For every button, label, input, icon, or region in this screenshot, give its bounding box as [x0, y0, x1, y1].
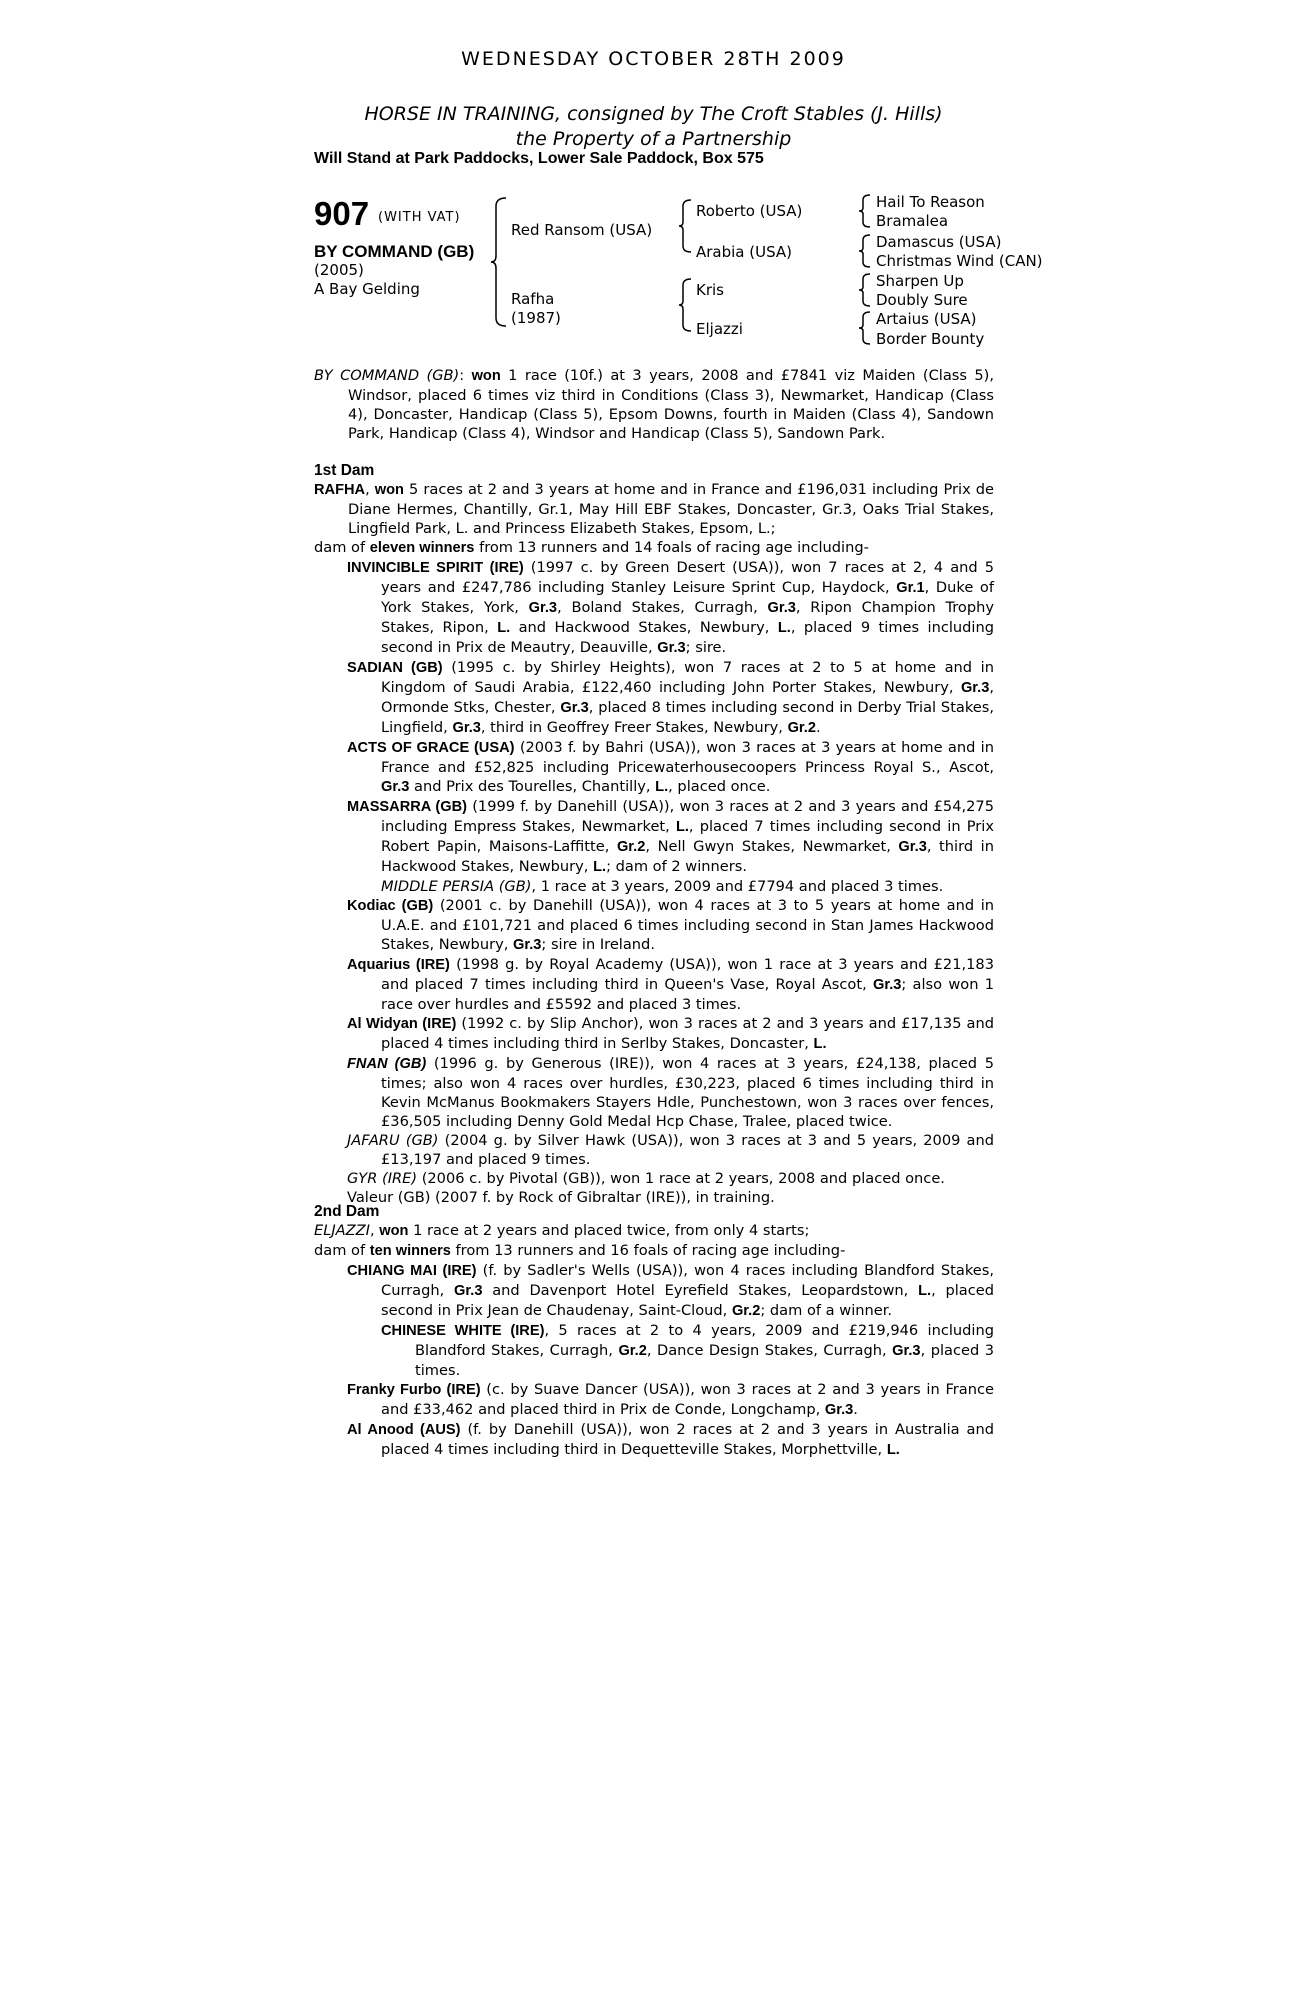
sire-sire: Roberto (USA)	[696, 202, 803, 220]
produce-entry: FNAN (GB) (1996 g. by Generous (IRE)), won 4 races at 3 years, £24,138, placed 5 times; also won 4 races over hurdles, £30,223, placed 6 times including third in Kevin McManus Bookmakers Stayers Hdle, Punchestown, won 3 races over fences, £36,505 including Denny Gold Medal Hcp Chase, Tralee, placed twice.	[347, 1055, 994, 1130]
won-label: won	[374, 482, 404, 498]
consignment-line: HORSE IN TRAINING, consigned by The Croft Stables (J. Hills)	[364, 103, 943, 125]
ancestor: Doubly Sure	[876, 291, 968, 309]
produce-entry: CHIANG MAI (IRE) (f. by Sadler's Wells (USA)), won 4 races including Blandford Stakes, Curragh, Gr.3 and Davenport Hotel Eyrefield Stakes, Leopardstown, L., placed second in Prix Jean de Chaudenay, Saint-Cloud, Gr.2; dam of a winner.	[347, 1262, 994, 1319]
ancestor: Artaius (USA)	[876, 310, 977, 328]
produce-entry: ACTS OF GRACE (USA) (2003 f. by Bahri (USA)), won 3 races at 3 years at home and in France and £52,825 including Pricewaterhousecoopers Princess Royal S., Ascot, Gr.3 and Prix des Tourelles, Chantilly, L., placed once.	[347, 739, 994, 795]
consignment-info	[0, 102, 1307, 152]
record-horse-name: BY COMMAND (GB)	[314, 367, 460, 384]
ancestor: Hail To Reason	[876, 193, 985, 211]
second-dam-heading: 2nd Dam	[314, 1203, 380, 1220]
winners-count: ten winners	[369, 1243, 451, 1259]
pedigree-braces	[490, 196, 510, 328]
ancestor: Border Bounty	[876, 330, 985, 348]
produce-entry: Aquarius (IRE) (1998 g. by Royal Academy (USA)), won 1 race at 3 years and £21,183 and placed 7 times including third in Queen's Vase, Royal Ascot, Gr.3; also won 1 race over hurdles and £5592 and placed 3 times.	[347, 956, 994, 1013]
produce-entry: CHINESE WHITE (IRE), 5 races at 2 to 4 years, 2009 and £219,946 including Blandford Stakes, Curragh, Gr.2, Dance Design Stakes, Curragh, Gr.3, placed 3 times.	[381, 1322, 995, 1379]
ancestor: Damascus (USA)	[876, 233, 1002, 251]
ancestor: Sharpen Up	[876, 272, 964, 290]
dam-year: (1987)	[511, 309, 561, 327]
produce-entry: Valeur (GB) (2007 f. by Rock of Gibraltar (IRE)), in training.	[347, 1189, 775, 1206]
g-brace-4	[858, 310, 872, 346]
dam-of-prefix: dam of	[314, 539, 366, 556]
produce-entry: GYR (IRE) (2006 c. by Pivotal (GB)), won 1 race at 2 years, 2008 and placed once.	[347, 1170, 945, 1187]
produce-entry: INVINCIBLE SPIRIT (IRE) (1997 c. by Green Desert (USA)), won 7 races at 2, 4 and 5 years and £247,786 including Stanley Leisure Sprint Cup, Haydock, Gr.1, Duke of York Stakes, York, Gr.3, Boland Stakes, Curragh, Gr.3, Ripon Champion Trophy Stakes, Ripon, L. and Hackwood Stakes, Newbury, L., placed 9 times including second in Prix de Meautry, Deauville, Gr.3; sire.	[347, 559, 995, 656]
sire-brace	[678, 198, 694, 254]
produce-entry: SADIAN (GB) (1995 c. by Shirley Heights), won 7 races at 2 to 5 at home and in Kingdom of Saudi Arabia, £122,460 including John Porter Stakes, Newbury, Gr.3, Ormonde Stks, Chester, Gr.3, placed 8 times including second in Derby Trial Stakes, Lingfield, Gr.3, third in Geoffrey Freer Stakes, Newbury, Gr.2.	[347, 659, 995, 736]
produce-entry: Franky Furbo (IRE) (c. by Suave Dancer (USA)), won 3 races at 2 and 3 years in France and £33,462 and placed third in Prix de Conde, Longchamp, Gr.3.	[347, 1381, 994, 1418]
foaling-year: (2005)	[314, 261, 364, 279]
ancestor: Christmas Wind (CAN)	[876, 252, 1043, 270]
sire-dam: Arabia (USA)	[696, 243, 793, 261]
dam-sire: Kris	[696, 281, 724, 299]
won-label: won	[471, 368, 501, 384]
race-record: BY COMMAND (GB): won 1 race (10f.) at 3 years, 2008 and £7841 viz Maiden (Class 5), Windsor, placed 6 times viz third in Conditions (Class 3), Newmarket, Handicap (Class 4), Doncaster, Handicap (Class 5), Epsom Downs, fourth in Maiden (Class 4), Sandown Park, Handicap (Class 4), Windsor and Handicap (Class 5), Sandown Park.	[314, 367, 995, 442]
produce-entry: Al Widyan (IRE) (1992 c. by Slip Anchor), won 3 races at 2 and 3 years and £17,135 and placed 4 times including third in Serlby Stakes, Doncaster, L.	[347, 1015, 994, 1052]
dam-of-suffix: from 13 runners and 16 foals of racing age including-	[455, 1242, 846, 1259]
dam-brace	[678, 277, 694, 333]
horse-description: A Bay Gelding	[314, 280, 420, 298]
second-dam-name: ELJAZZI	[314, 1222, 370, 1239]
first-dam-heading: 1st Dam	[314, 462, 375, 479]
dam-of-suffix: from 13 runners and 14 foals of racing age including-	[479, 539, 869, 556]
produce-entry: MASSARRA (GB) (1999 f. by Danehill (USA)), won 3 races at 2 and 3 years and £54,275 including Empress Stakes, Newmarket, L., placed 7 times including second in Prix Robert Papin, Maisons-Laffitte, Gr.2, Nell Gwyn Stakes, Newmarket, Gr.3, third in Hackwood Stakes, Newbury, L.; dam of 2 winners.	[347, 798, 994, 875]
produce-entry: JAFARU (GB) (2004 g. by Silver Hawk (USA)), won 3 races at 3 and 5 years, 2009 and £13,197 and placed 9 times.	[347, 1132, 995, 1168]
location-line: Will Stand at Park Paddocks, Lower Sale Paddock, Box 575	[314, 150, 764, 167]
produce-entry: Al Anood (AUS) (f. by Danehill (USA)), won 2 races at 2 and 3 years in Australia and placed 4 times including third in Dequetteville Stakes, Morphettville, L.	[347, 1421, 995, 1458]
vat-note: (WITH VAT)	[378, 210, 461, 225]
sire: Red Ransom (USA)	[511, 221, 653, 239]
ownership-line: the Property of a Partnership	[515, 128, 792, 150]
first-dam-name: RAFHA	[314, 482, 366, 498]
lot-number: 907	[314, 195, 370, 232]
won-label: won	[379, 1223, 409, 1239]
produce-entry: MIDDLE PERSIA (GB), 1 race at 3 years, 2009 and £7794 and placed 3 times.	[381, 878, 944, 895]
first-dam-section: 1st Dam RAFHA, won 5 races at 2 and 3 years at home and in France and £196,031 including Prix de Diane Hermes, Chantilly, Gr.1, May Hill EBF Stakes, Doncaster, Gr.3, Oaks Trial Stakes, Lingfield Park, L. and Princess Elizabeth Stakes, Epsom, L.; dam of eleven winners from 13 runners and 14 foals of racing age including- INVINCIBLE SPIRIT (IRE) (1997 c. by Green Desert (USA)), won 7 races at 2, 4 and 5 years and £247,786 including Stanley Leisure Sprint Cup, Haydock, Gr.1, Duke of York Stakes, York, Gr.3, Boland Stakes, Curragh, Gr.3, Ripon Champion Trophy Stakes, Ripon, L. and Hackwood Stakes, Newbury, L., placed 9 times including second in Prix de Meautry, Deauville, Gr.3; sire. SADIAN (GB) (1995 c. by Shirley Heights), won 7 races at 2 to 5 at home and in Kingdom of Saudi Arabia, £122,460 including John Porter Stakes, Newbury, Gr.3, Ormonde Stks, Chester, Gr.3, placed 8 times including second in Derby Trial Stakes, Lingfield, Gr.3, third in Geoffrey Freer Stakes, Newbury, Gr.2. ACTS OF GRACE (USA) (2003 f. by Bahri (USA)), won 3 races at 3 years at home and in France and £52,825 including Pricewaterhousecoopers Princess Royal S., Ascot, Gr.3 and Prix des Tourelles, Chantilly, L., placed once. MASSARRA (GB) (1999 f. by Danehill (USA)), won 3 races at 2 and 3 years and £54,275 including Empress Stakes, Newmarket, L., placed 7 times including second in Prix Robert Papin, Maisons-Laffitte, Gr.2, Nell Gwyn Stakes, Newmarket, Gr.3, third in Hackwood Stakes, Newbury, L.; dam of 2 winners. MIDDLE PERSIA (GB), 1 race at 3 years, 2009 and £7794 and placed 3 times. Kodiac (GB) (2001 c. by Danehill (USA)), won 4 races at 3 to 5 years at home and in U.A.E. and £101,721 and placed 6 times including second in Stan James Hackwood Stakes, Newbury, Gr.3; sire in Ireland. Aquarius (IRE) (1998 g. by Royal Academy (USA)), won 1 race at 3 years and £21,183 and placed 7 times including third in Queen's Vase, Royal Ascot, Gr.3; also won 1 race over hurdles and £5592 and placed 3 times. Al Widyan (IRE) (1992 c. by Slip Anchor), won 3 races at 2 and 3 years and £17,135 and placed 4 times including third in Serlby Stakes, Doncaster, L. FNAN (GB) (1996 g. by Generous (IRE)), won 4 races at 3 years, £24,138, placed 5 times; also won 4 races over hurdles, £30,223, placed 6 times including third in Kevin McManus Bookmakers Stayers Hdle, Punchestown, won 3 races over fences, £36,505 including Denny Gold Medal Hcp Chase, Tralee, placed twice. JAFARU (GB) (2004 g. by Silver Hawk (USA)), won 3 races at 3 and 5 years, 2009 and £13,197 and placed 9 times. GYR (IRE) (2006 c. by Pivotal (GB)), won 1 race at 2 years, 2008 and placed once. Valeur (GB) (2007 f. by Rock of Gibraltar (IRE)), in training.	[314, 462, 995, 1206]
sale-date: WEDNESDAY OCTOBER 28TH 2009	[461, 48, 846, 70]
record-text: 1 race (10f.) at 3 years, 2008 and £7841 viz Maiden (Class 5), Windsor, placed 6 times viz third in Conditions (Class 3), Newmarket, Handicap (Class 4), Doncaster, Handicap (Class 5), Epsom Downs, fourth in Maiden (Class 4), Sandown Park, Handicap (Class 4), Windsor and Handicap (Class 5), Sandown Park.	[348, 367, 995, 442]
g-brace-1	[858, 193, 872, 229]
dam: Rafha	[511, 290, 555, 308]
first-dam-text: 5 races at 2 and 3 years at home and in France and £196,031 including Prix de Diane Hermes, Chantilly, Gr.1, May Hill EBF Stakes, Doncaster, Gr.3, Oaks Trial Stakes, Lingfield Park, L. and Princess Elizabeth Stakes, Epsom, L.;	[348, 481, 995, 537]
g-brace-3	[858, 272, 872, 308]
second-dam-text: 1 race at 2 years and placed twice, from only 4 starts;	[413, 1222, 810, 1239]
winners-count: eleven winners	[369, 540, 475, 556]
second-dam-section: 2nd Dam ELJAZZI, won 1 race at 2 years and placed twice, from only 4 starts; dam of ten winners from 13 runners and 16 foals of racing age including- CHIANG MAI (IRE) (f. by Sadler's Wells (USA)), won 4 races including Blandford Stakes, Curragh, Gr.3 and Davenport Hotel Eyrefield Stakes, Leopardstown, L., placed second in Prix Jean de Chaudenay, Saint-Cloud, Gr.2; dam of a winner. CHINESE WHITE (IRE), 5 races at 2 to 4 years, 2009 and £219,946 including Blandford Stakes, Curragh, Gr.2, Dance Design Stakes, Curragh, Gr.3, placed 3 times. Franky Furbo (IRE) (c. by Suave Dancer (USA)), won 3 races at 2 and 3 years in France and £33,462 and placed third in Prix de Conde, Longchamp, Gr.3. Al Anood (AUS) (f. by Danehill (USA)), won 2 races at 2 and 3 years in Australia and placed 4 times including third in Dequetteville Stakes, Morphettville, L.	[314, 1203, 995, 1458]
produce-entry: Kodiac (GB) (2001 c. by Danehill (USA)), won 4 races at 3 to 5 years at home and in U.A.E. and £101,721 and placed 6 times including second in Stan James Hackwood Stakes, Newbury, Gr.3; sire in Ireland.	[347, 897, 994, 953]
horse-name: BY COMMAND (GB)	[314, 242, 475, 261]
g-brace-2	[858, 233, 872, 269]
dam-dam: Eljazzi	[696, 320, 743, 338]
ancestor: Bramalea	[876, 212, 949, 230]
dam-of-prefix: dam of	[314, 1242, 366, 1259]
